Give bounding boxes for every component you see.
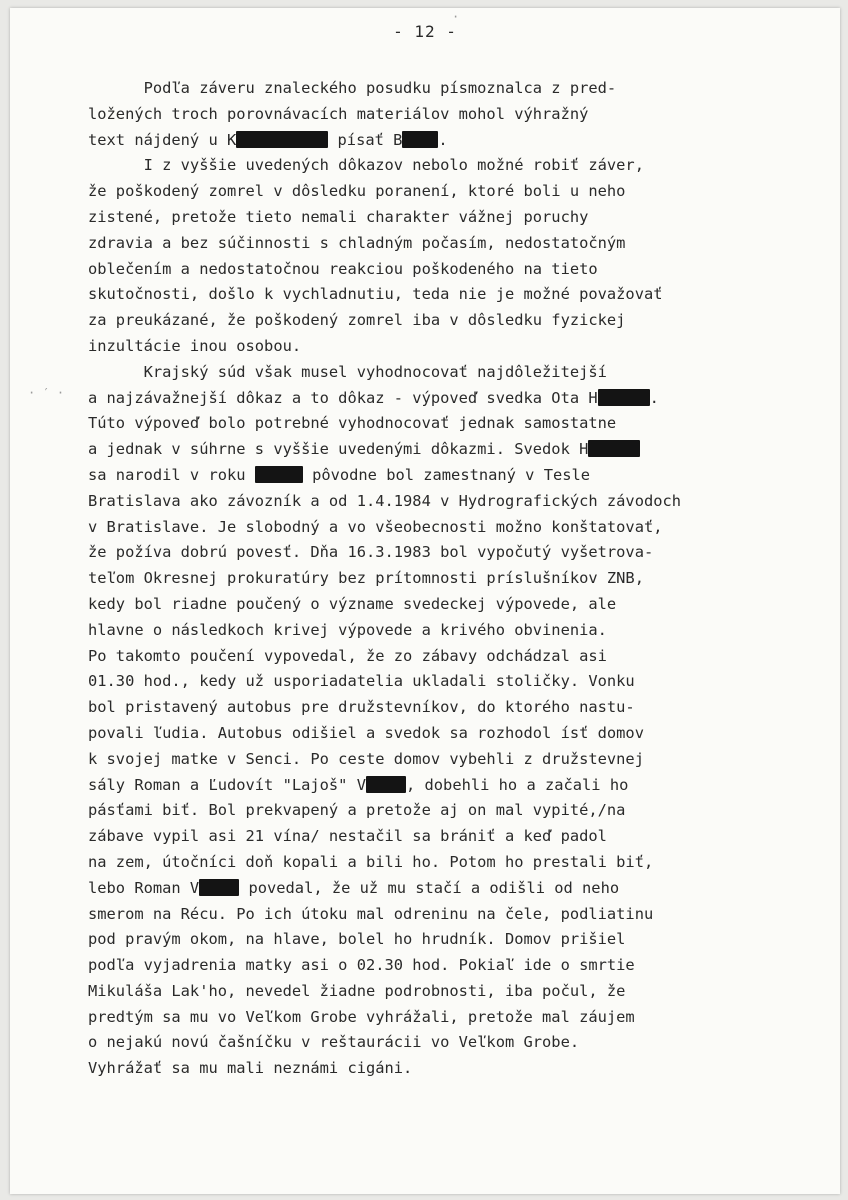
text-line	[88, 540, 768, 566]
text-line	[88, 515, 768, 541]
line-text: za preukázané, že poškodený zomrel iba v dôsledku fyzickej	[88, 311, 626, 330]
line-text: zábave vypil asi 21 vína/ nestačil sa brániť a keď padol	[88, 827, 607, 846]
line-text: k svojej matke v Senci. Po ceste domov vybehli z družstevnej	[88, 749, 644, 768]
redaction-bar	[588, 440, 640, 457]
document-body	[88, 76, 768, 1082]
line-text: ložených troch porovnávacích materiálov mohol výhražný	[88, 104, 589, 123]
text-line	[88, 850, 768, 876]
line-text: lebo Roman V	[88, 878, 200, 897]
line-text: že požíva dobrú povesť. Dňa 16.3.1983 bol vypočutý vyšetrova-	[88, 543, 654, 562]
text-line	[88, 798, 768, 824]
line-text: , dobehli ho a začali ho	[405, 775, 629, 794]
line-text: a jednak v súhrne s vyššie uvedenými dôkazmi. Svedok H	[88, 440, 589, 459]
text-line	[88, 773, 768, 799]
text-line	[88, 902, 768, 928]
line-text: pôvodne bol zamestnaný v Tesle	[302, 465, 591, 484]
line-text: skutočnosti, došlo k vychladnutiu, teda nie je možné považovať	[88, 285, 663, 304]
line-text: sa narodil v roku	[88, 465, 255, 484]
text-line	[88, 721, 768, 747]
redaction-bar	[402, 131, 438, 148]
line-text: Podľa záveru znaleckého posudku písmoznalca z pred-	[88, 79, 617, 97]
text-line	[88, 953, 768, 979]
text-line	[88, 489, 768, 515]
line-text: Bratislava ako závozník a od 1.4.1984 v Hydrografických závodoch	[88, 491, 682, 510]
text-line	[88, 128, 768, 154]
text-line	[88, 566, 768, 592]
text-line	[88, 644, 768, 670]
redaction-bar	[255, 466, 303, 483]
scan-speck: ·	[452, 10, 460, 24]
text-line	[88, 308, 768, 334]
text-line	[88, 1030, 768, 1056]
line-text: hlavne o následkoch krivej výpovede a krivého obvinenia.	[88, 620, 607, 639]
line-text: že poškodený zomrel v dôsledku poranení, ktoré boli u neho	[88, 182, 626, 201]
text-line	[88, 205, 768, 231]
line-text: Túto výpoveď bolo potrebné vyhodnocovať jednak samostatne	[88, 414, 617, 433]
line-text: zdravia a bez súčinnosti s chladným počasím, nedostatočným	[88, 233, 626, 252]
line-text: bol pristavený autobus pre družstevníkov, do ktorého nastu-	[88, 698, 635, 717]
text-line	[88, 386, 768, 412]
line-text: .	[438, 130, 448, 149]
line-text: podľa vyjadrenia matky asi o 02.30 hod. Pokiaľ ide o smrtie	[88, 956, 635, 975]
line-text: predtým sa mu vo Veľkom Grobe vyhrážali, pretože mal záujem	[88, 1007, 635, 1026]
text-line	[88, 1056, 768, 1082]
line-text: Krajský súd však musel vyhodnocovať najdôležitejší	[88, 362, 607, 381]
document-page	[10, 8, 840, 1194]
line-text: povali ľudia. Autobus odišiel a svedok sa rozhodol ísť domov	[88, 723, 644, 742]
text-line	[88, 231, 768, 257]
line-text: 01.30 hod., kedy už usporiadatelia ukladali stoličky. Vonku	[88, 672, 635, 691]
line-text: písať B	[328, 130, 403, 149]
line-text: kedy bol riadne poučený o význame svedeckej výpovede, ale	[88, 594, 617, 613]
text-line	[88, 463, 768, 489]
line-text: .	[649, 388, 659, 407]
line-text: pásťami biť. Bol prekvapený a pretože aj on mal vypité,/na	[88, 801, 626, 820]
text-line	[88, 927, 768, 953]
line-text: sály Roman a Ľudovít "Lajoš" V	[88, 775, 366, 794]
line-text: zistené, pretože tieto nemali charakter vážnej poruchy	[88, 207, 589, 226]
line-text: povedal, že už mu stačí a odišli od neho	[239, 878, 620, 897]
line-text: inzultácie inou osobou.	[88, 336, 302, 355]
line-text: Po takomto poučení vypovedal, že zo zábavy odchádzal asi	[88, 646, 607, 665]
line-text: teľom Okresnej prokuratúry bez prítomnosti príslušníkov ZNB,	[88, 569, 644, 588]
text-line	[88, 876, 768, 902]
text-line	[88, 179, 768, 205]
line-text: pod pravým okom, na hlave, bolel ho hrudník. Domov prišiel	[88, 930, 626, 949]
text-line	[88, 618, 768, 644]
text-line	[88, 695, 768, 721]
text-line	[88, 592, 768, 618]
redaction-bar	[598, 389, 650, 406]
text-line	[88, 334, 768, 360]
line-text: I z vyššie uvedených dôkazov nebolo možné robiť záver,	[88, 156, 644, 175]
text-line	[88, 979, 768, 1005]
text-line	[88, 411, 768, 437]
line-text: Mikuláša Lak'ho, nevedel žiadne podrobnosti, iba počul, že	[88, 981, 626, 1000]
text-line	[88, 669, 768, 695]
text-line	[88, 257, 768, 283]
text-line	[88, 824, 768, 850]
line-text: o nejakú novú čašníčku v reštaurácii vo Veľkom Grobe.	[88, 1033, 580, 1052]
line-text: v Bratislave. Je slobodný a vo všeobecnosti možno konštatovať,	[88, 517, 663, 536]
text-line	[88, 747, 768, 773]
line-text: smerom na Récu. Po ich útoku mal odreninu na čele, podliatinu	[88, 904, 654, 923]
text-line	[88, 360, 768, 386]
text-line	[88, 1005, 768, 1031]
line-text: text nájdený u K	[88, 130, 237, 149]
line-text: Vyhrážať sa mu mali neznámi cigáni.	[88, 1059, 413, 1078]
line-text: na zem, útočníci doň kopali a bili ho. Potom ho prestali biť,	[88, 852, 654, 871]
text-line	[88, 153, 768, 179]
page-number: - 12 -	[393, 22, 457, 41]
line-text: a najzávažnejší dôkaz a to dôkaz - výpoveď svedka Ota H	[88, 388, 598, 407]
line-text: oblečením a nedostatočnou reakciou poškodeného na tieto	[88, 259, 598, 278]
redaction-bar	[366, 776, 406, 793]
text-line	[88, 76, 768, 102]
margin-mark: · ′ ·	[28, 386, 65, 400]
redaction-bar	[236, 131, 328, 148]
text-line	[88, 282, 768, 308]
text-line	[88, 102, 768, 128]
redaction-bar	[199, 879, 239, 896]
text-line	[88, 437, 768, 463]
